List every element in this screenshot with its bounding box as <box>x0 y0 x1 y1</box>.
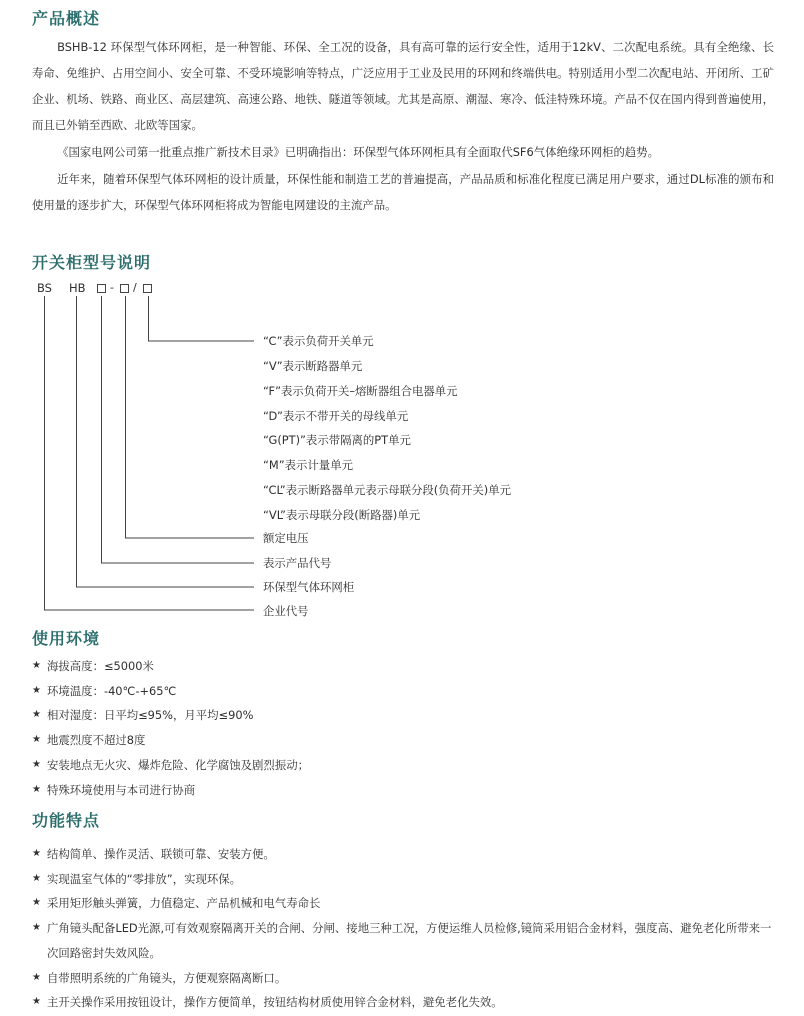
environment-heading: 使用环境 <box>32 629 101 648</box>
star-icon: ★ <box>32 872 41 884</box>
environment-item-text: 海拔高度：≤5000米 <box>47 659 154 673</box>
list-item <box>32 679 776 704</box>
list-item <box>32 916 776 965</box>
star-icon: ★ <box>32 684 41 696</box>
star-icon: ★ <box>32 996 41 1008</box>
label-gpt: “G(PT)”表示带隔离的PT单元 <box>263 433 411 447</box>
feature-item-text: 结构简单、操作灵活、联锁可靠、安装方便。 <box>47 847 275 861</box>
label-c: “C”表示负荷开关单元 <box>263 334 374 348</box>
overview-paragraph-2: 《国家电网公司第一批重点推广新技术目录》已明确指出：环保型气体环网柜具有全面取代SF6气体绝缘环网柜的趋势。 <box>57 145 660 159</box>
environment-item-text: 特殊环境使用与本司进行协商 <box>47 782 196 797</box>
code-hb: HB <box>69 281 86 295</box>
overview-heading: 产品概述 <box>32 9 101 28</box>
list-item <box>32 753 776 778</box>
star-icon: ★ <box>32 709 41 721</box>
label-v: “V”表示断路器单元 <box>263 359 363 373</box>
label-cl: “CL”表示断路器单元表示母联分段(负荷开关)单元 <box>263 483 512 497</box>
label-m: “M”表示计量单元 <box>263 458 353 472</box>
star-icon: ★ <box>32 897 41 909</box>
features-heading: 功能特点 <box>32 811 101 830</box>
label-vl: “VL”表示母联分段(断路器)单元 <box>263 508 421 522</box>
feature-item-text: 采用矩形触头弹簧，力值稳定、产品机械和电气寿命长 <box>47 896 321 911</box>
star-icon: ★ <box>32 848 41 859</box>
star-icon: ★ <box>32 734 41 746</box>
star-icon: ★ <box>32 660 41 671</box>
label-product-code: 表示产品代号 <box>263 556 332 570</box>
list-item <box>32 842 776 867</box>
connector-voltage <box>126 296 255 538</box>
feature-item-text: 广角镜头配备LED光源,可有效观察隔离开关的合闸、分闸、接地三种工况，方便运维人员检修,镜筒采用铝合金材料，强度高、避免老化所带来一次回路密封失效风险。 <box>47 921 772 960</box>
model-heading: 开关柜型号说明 <box>32 253 152 272</box>
star-icon: ★ <box>32 783 41 795</box>
feature-item-text: 实现温室气体的“零排放”，实现环保。 <box>47 871 242 886</box>
star-icon: ★ <box>32 971 41 983</box>
label-cabinet: 环保型气体环网柜 <box>263 580 355 594</box>
environment-item-text: 地震烈度不超过8度 <box>47 733 146 748</box>
list-item <box>32 990 776 1015</box>
label-enterprise-code: 企业代号 <box>263 604 309 618</box>
environment-item-text: 安装地点无火灾、爆炸危险、化学腐蚀及剧烈振动； <box>47 757 309 772</box>
code-dash: - <box>110 281 114 294</box>
list-item <box>32 891 776 916</box>
list-item <box>32 728 776 753</box>
environment-item-text: 相对湿度：日平均≤95%，月平均≤90% <box>47 708 254 723</box>
label-rated-voltage: 额定电压 <box>263 531 309 545</box>
feature-item-text: 自带照明系统的广角镜头，方便观察隔离断口。 <box>47 970 287 985</box>
connector-hb <box>77 296 255 587</box>
overview-paragraph-1: BSHB-12 环保型气体环网柜，是一种智能、环保、全工况的设备，具有高可靠的运行安全性，适用于12kV、二次配电系统。具有全绝缘、长寿命、免维护、占用空间小、安全可靠、不受环境影响等特点，广泛应用于工业及民用的环网和终端供电。特别适用小型二次配电站、开闭所、工矿企业、机场、铁路、商业区、高层建筑、高速公路、地铁、隧道等领域。尤其是高原、潮湿、寒冷、低洼特殊环境。产品不仅在国内得到普遍使用，而且已外销至西欧、北欧等国家。 <box>32 40 774 132</box>
list-item <box>32 654 776 679</box>
list-item <box>32 703 776 728</box>
list-item <box>32 867 776 892</box>
star-icon: ★ <box>32 758 41 770</box>
environment-list <box>32 654 776 802</box>
connector-product <box>102 296 255 563</box>
feature-item-text: 主开关操作采用按钮设计，操作方便简单，按钮结构材质使用锌合金材料，避免老化失效。 <box>47 995 503 1010</box>
code-bs: BS <box>37 281 52 295</box>
overview-paragraph-3: 近年来，随着环保型气体环网柜的设计质量，环保性能和制造工艺的普遍提高，产品品质和标准化程度已满足用户要求，通过DL标准的颁布和使用量的逐步扩大，环保型气体环网柜将成为智能电网建设的主流产品。 <box>32 172 774 212</box>
environment-item-text: 环境温度：-40℃-+65℃ <box>47 683 177 698</box>
star-icon: ★ <box>32 922 41 934</box>
features-list <box>32 842 776 1015</box>
code-slash: / <box>133 281 137 294</box>
label-f: “F”表示负荷开关–熔断器组合电器单元 <box>263 384 458 398</box>
list-item <box>32 778 776 803</box>
connector-unit <box>149 296 255 341</box>
list-item <box>32 966 776 991</box>
label-d: “D”表示不带开关的母线单元 <box>263 409 409 423</box>
